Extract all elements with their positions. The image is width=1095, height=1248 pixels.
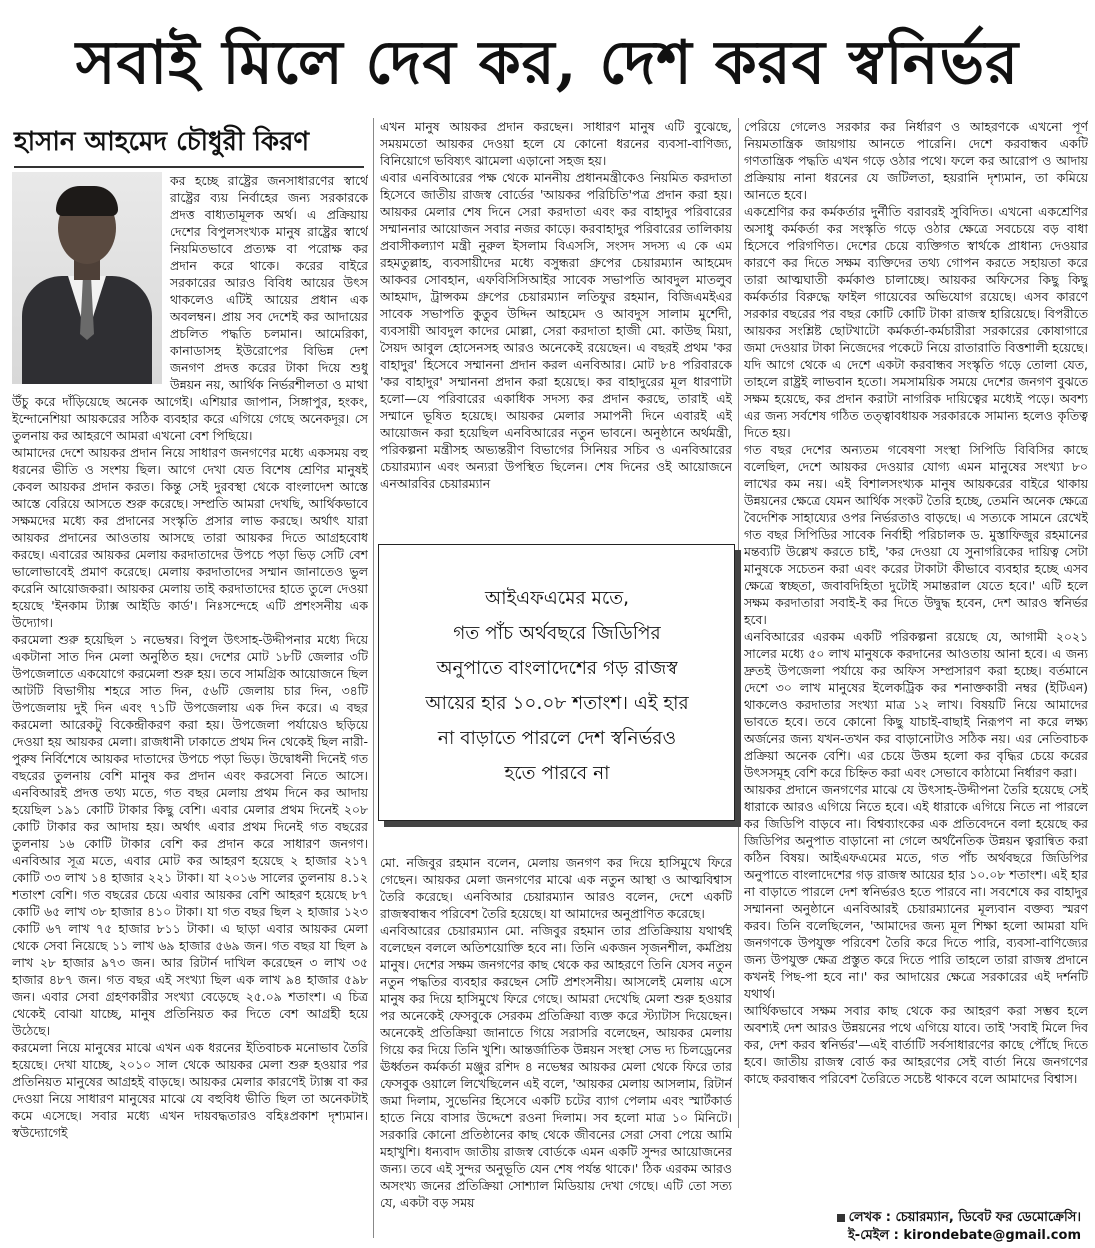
paragraph: আর্থিকভাবে সক্ষম সবার কাছ থেকে কর আহরণ করা সম্ভব হলে অবশ্যই দেশ আরও উন্নয়নের পথে এগিয়ে যাবে। তাই 'সবাই মিলে দিব কর, দেশ করব স্বনির্ভর'—এই বার্তাটি সর্বসাধারণের কাছে পৌঁছে দিতে হবে। জাতীয় রাজস্ব বোর্ড কর আহরণের সেই বার্তা নিয়ে জনগণের কাছে করবান্ধব পরিবেশ তৈরিতে সচেষ্ট থাকবে বলে আমাদের বিশ্বাস।: [744, 1003, 1088, 1086]
author-byline: হাসান আহমেদ চৌধুরী কিরণ: [14, 127, 310, 157]
pull-quote-line: আইএফএমের মতে,: [484, 588, 630, 609]
email-note: ই-মেইল : kirondebate@gmail.com: [848, 1228, 1081, 1243]
column-2-bottom: [380, 854, 732, 1239]
column-1: [12, 172, 368, 1238]
column-divider: [373, 118, 374, 1238]
writer-credit: লেখক : চেয়ারম্যান, ডিবেট ফর ডেমোক্রেসি।: [848, 1210, 1081, 1225]
paragraph: করমেলা নিয়ে মানুষের মাঝে এখন এক ধরনের ইতিবাচক মনোভাব তৈরি হয়েছে। দেখা যাচ্ছে, ২০১০ সাল থেকে আয়কর মেলা শুরু হওয়ার পর প্রতিনিয়ত মানুষের আগ্রহই বাড়ছে। আয়কর মেলার কারণেই ট্যাক্স বা কর দেওয়া নিয়ে সাধারণ মানুষের মাঝে যে বহুবিধ ভীতি ছিল তা অনেকটাই কমে এসেছে। সবার মধ্যে এখন দায়বদ্ধতারও বহিঃপ্রকাশ দৃশ্যমান। স্বউদ্যোগেই: [12, 1040, 368, 1140]
paragraph: মো. নজিবুর রহমান বলেন, মেলায় জনগণ কর দিয়ে হাসিমুখে ফিরে গেছেন। আয়কর মেলা জনগণের মাঝে এক নতুন আস্থা ও আত্মবিশ্বাস তৈরি করেছে। এনবিআর চেয়ারম্যান আরও বলেন, দেশে একটি রাজস্ববান্ধব পরিবেশ তৈরি হয়েছে। যা আমাদের অনুপ্রাণিত করেছে।: [380, 855, 732, 921]
paragraph: এনবিআরের এরকম একটি পরিকল্পনা রয়েছে যে, আগামী ২০২১ সালের মধ্যে ৫০ লাখ মানুষকে করদানের আওতায় আনা হবে। এ জন্য দ্রুতই উপজেলা পর্যায়ে কর অফিস সম্প্রসারণ করা হচ্ছে। বর্তমানে দেশে ৩০ লাখ মানুষের ইলেকট্রিক কর শনাক্তকারী নম্বর (ইটিএন) থাকলেও করদাতার সংখ্যা মাত্র ১২ লাখ। বিষয়টি নিয়ে আমাদের ভাবতে হবে। তবে কোনো কিছু যাচাই-বাছাই নিরূপণ না করে লক্ষ্য অর্জনের জন্য যখন-তখন কর বাড়ানোটাও সঠিক নয়। এর নেতিবাচক প্রক্রিয়া অনেক বেশি। এর চেয়ে উত্তম হলো কর বৃদ্ধির চেয়ে করের উৎসসমূহ বেশি করে চিহ্নিত করা এবং সেভাবে কাঠামো নির্ধারণ করা।: [744, 629, 1088, 780]
paragraph: করমেলা শুরু হয়েছিল ১ নভেম্বর। বিপুল উৎসাহ-উদ্দীপনার মধ্যে দিয়ে একটানা সাত দিন মেলা অনুষ্ঠিত হয়। দেশের মোট ১৮টি জেলার ৩টি উপজেলাতে একযোগে করমেলা শুরু হয়। তবে সামগ্রিক আয়োজনে ছিল আটটি বিভাগীয় শহরে সাত দিন, ৫৬টি জেলায় চার দিন, ৩৪টি উপজেলায় দুই দিন এবং ৭১টি উপজেলায় এক দিন করে। এ বছর করমেলা আরেকটু বিকেন্দ্রীকরণ করা হয়। উপজেলা পর্যায়েও ছড়িয়ে দেওয়া হয় আয়কর মেলা। রাজধানী ঢাকাতে প্রথম দিন থেকেই ছিল নারী-পুরুষ নির্বিশেষে আয়কর দাতাদের উপচে পড়া ভিড়। উদ্বোধনী দিনেই গত বছরের তুলনায় বেশি মানুষ কর প্রদান এবং করসেবা নিতে আসে। এনবিআরই প্রদত্ত তথ্য মতে, গত বছর মেলায় প্রথম দিনে কর আদায় হয়েছিল ১৯১ কোটি টাকার কিছু বেশি। এবার মেলার প্রথম দিনেই ২০৮ কোটি টাকার কর আদায় হয়। অর্থাৎ এবার প্রথম দিনেই গত বছরের তুলনায় ১৬ কোটি টাকার বেশি কর প্রদান করে সাধারণ জনগণ। এনবিআর সূত্র মতে, এবার মোট কর আহরণ হয়েছে ২ হাজার ২১৭ কোটি ৩৩ লাখ ১৪ হাজার ২২১ টাকা। যা ২০১৬ সালের তুলনায় ৪.১২ শতাংশ বেশি। গত বছরের চেয়ে এবার আয়কর বেশি আহরণ হয়েছে ৮৭ কোটি ৬৫ লাখ ৩৮ হাজার ৪১০ টাকা। যা গত বছর ছিল ২ হাজার ১২৩ কোটি ৬৭ লাখ ৭৫ হাজার ৮১১ টাকা। এ ছাড়া এবার আয়কর মেলা থেকে সেবা নিয়েছে ১১ লাখ ৬৯ হাজার ৫৬৯ জন। গত বছর যা ছিল ৯ লাখ ২৮ হাজার ৯৭৩ জন। আর রিটার্ন দাখিল করেছেন ৩ লাখ ৩৫ হাজার ৪৮৭ জন। গত বছর এই সংখ্যা ছিল এক লাখ ৯৪ হাজার ৫৯৮ জন। এবার সেবা গ্রহণকারীর সংখ্যা বেড়েছে ২৫.০৯ শতাংশ। এ চিত্র থেকেই বোঝা যাচ্ছে, মানুষ প্রতিনিয়ত কর দিতে বেশ আগ্রহী হয়ে উঠেছে।: [12, 632, 368, 1038]
pull-quote-line: হতে পারবে না: [504, 763, 610, 784]
paragraph: এখন মানুষ আয়কর প্রদান করছেন। সাধারণ মানুষ এটি বুঝেছে, সময়মতো আয়কর দেওয়া হলে যে কোনো ধরনের ব্যবসা-বাণিজ্য, বিনিয়োগে ভবিষ্যৎ ঝামেলা এড়ানো সহজ হয়।: [380, 119, 732, 168]
headline: সবাই মিলে দেব কর, দেশ করব স্বনির্ভর: [75, 28, 1020, 98]
paragraph: আয়কর প্রদানে জনগণের মাঝে যে উৎসাহ-উদ্দীপনা তৈরি হয়েছে সেই ধারাকে আরও এগিয়ে নিতে হবে। এই ধারাকে এগিয়ে নিতে না পারলে কর জিডিপি বাড়বে না। বিশ্বব্যাংকের এক প্রতিবেদনে বলা হয়েছে কর জিডিপির অনুপাত বাড়ানো না গেলে অর্থনৈতিক উন্নয়ন ত্বরান্বিত করা কঠিন বিষয়। আইএফএমের মতে, গত পাঁচ অর্থবছরে জিডিপির অনুপাতে বাংলাদেশের গড় রাজস্ব আয়ের হার ১০.০৮ শতাংশ। এই হার না বাড়াতে পারলে দেশ স্বনির্ভরও হতে পারবে না। সবশেষে কর বাহাদুর সম্মাননা অনুষ্ঠানে এনবিআরই চেয়ারম্যানের মূল্যবান বক্তব্য স্মরণ করব। তিনি বলেছিলেন, 'আমাদের জন্য মূল শিক্ষা হলো আমরা যদি জনগণকে উপযুক্ত পরিবেশ তৈরি করে দিতে পারি, ব্যবসা-বাণিজ্যের জন্য উপযুক্ত ক্ষেত্র প্রস্তুত করে দিতে পারি তাহলে তারা রাজস্ব প্রদানে কখনই পিছ-পা হবে না।' কর আদায়ের ক্ষেত্রে সরকারের এই দর্শনটি যথার্থ।: [744, 782, 1088, 1001]
author-photo: [12, 172, 162, 384]
square-bullet-icon: [837, 1214, 845, 1222]
column-3: [744, 118, 1088, 1128]
paragraph: পেরিয়ে গেলেও সরকার কর নির্ধারণ ও আহরণকে এখনো পূর্ণ নিয়মতান্ত্রিক জায়গায় আনতে পারেনি। দেশে করবান্ধব একটি গণতান্ত্রিক পদ্ধতি এখন গড়ে ওঠার পথে। ফলে কর আরোপ ও আদায় প্রক্রিয়ায় নানা ধরনের যে জটিলতা, হয়রানি দৃশ্যমান, তা কমিয়ে আনতে হবে।: [744, 119, 1088, 202]
pull-quote-line: অনুপাতে বাংলাদেশের গড় রাজস্ব: [436, 658, 678, 679]
pull-quote-box: [378, 544, 735, 821]
pull-quote-line: না বাড়াতে পারলে দেশ স্বনির্ভরও: [437, 728, 677, 749]
column-divider: [738, 118, 739, 1128]
paragraph: আমাদের দেশে আয়কর প্রদান নিয়ে সাধারণ জনগণের মধ্যে একসময় বহু ধরনের ভীতি ও সংশয় ছিল। আগে দেখা যেত বিশেষ শ্রেণির মানুষই কেবল আয়কর প্রদান করত। কিন্তু সেই দুরবস্থা থেকে বাংলাদেশ আস্তে আস্তে বেরিয়ে আসতে শুরু করেছে। সম্প্রতি আমরা দেখছি, আর্থিকভাবে সক্ষমদের মধ্যে কর প্রদানের সংস্কৃতি প্রসার লাভ করছে। অর্থাৎ যারা আয়কর প্রদানের আওতায় আসছে তারা আয়কর দিতে আগ্রহবোধ করছে। এবারের আয়কর মেলায় করদাতাদের উপচে পড়া ভিড় সেটি বেশ ভালোভাবেই প্রমাণ করেছে। মেলায় করদাতাদের সম্মান জানাতেও ভুল করেনি আয়োজকরা। আয়কর মেলায় তাই করদাতাদের হাতে তুলে দেওয়া হয়েছে 'ইনকাম ট্যাক্স আইডি কার্ড'। নিঃসন্দেহে এটি প্রশংসনীয় এক উদ্যোগ।: [12, 445, 368, 630]
paragraph: গত বছর দেশের অন্যতম গবেষণা সংস্থা সিপিডি বিবিসির কাছে বলেছিল, দেশে আয়কর দেওয়ার যোগ্য এমন মানুষের সংখ্যা ৮০ লাখের কম নয়। এই বিশালসংখ্যক মানুষ আয়করের বাইরে থাকায় উন্নয়নের ক্ষেত্রে যেমন আর্থিক সংকট তৈরি হচ্ছে, তেমনি অনেক ক্ষেত্রে বৈদেশিক সাহায্যের ওপর নির্ভরতাও বাড়ছে। এ সত্যকে সামনে রেখেই গত বছর সিপিডির সাবেক নির্বাহী পরিচালক ড. মুস্তাফিজুর রহমানের মন্তব্যটি উল্লেখ করতে চাই, 'কর দেওয়া যে সুনাগরিকের দায়িত্ব সেটা মানুষকে সচেতন করা এবং করের টাকাটা কীভাবে ব্যবহার হচ্ছে এসব ক্ষেত্রে স্বচ্ছতা, জবাবদিহিতা দুটোই সমান্তরাল যেতে হবে।' এটি হলে সক্ষম করদাতারা সবাই-ই কর দিতে উদ্বুদ্ধ হবেন, দেশ আরও স্বনির্ভর হবে।: [744, 442, 1088, 627]
pull-quote-line: আয়ের হার ১০.০৮ শতাংশ। এই হার: [425, 693, 689, 714]
paragraph: একশ্রেণির কর কর্মকর্তার দুর্নীতি বরাবরই সুবিদিত। এখনো একশ্রেণির অসাধু কর্মকর্তা কর সংস্কৃতি গড়ে ওঠার ক্ষেত্রে সবচেয়ে বড় বাধা হিসেবে পরিগণিত। দেশের চেয়ে ব্যক্তিগত স্বার্থকে প্রাধান্য দেওয়ার কারণে কর দিতে সক্ষম ব্যক্তিদের তথ্য গোপন করতে সহায়তা করে তারা আত্মঘাতী কর্মকাণ্ড চালাচ্ছে। আয়কর অফিসের কিছু কিছু কর্মকর্তার বিরুদ্ধে ফাইল গায়েবের অভিযোগ রয়েছে। এসব কারণে সরকার বছরের পর বছর কোটি কোটি টাকা রাজস্ব হারিয়েছে। বিপরীতে আয়কর সংশ্লিষ্ট ছোটখাটো কর্মকর্তা-কর্মচারীরা সরকারের কোষাগারে জমা দেওয়ার টাকা নিজেদের পকেটে নিয়ে রাতারাতি বিত্তশালী হয়েছে। যদি আগে থেকে এ দেশে একটা করবান্ধব সংস্কৃতি গড়ে তোলা যেত, তাহলে রাষ্ট্রই লাভবান হতো। সমসাময়িক সময়ে দেশের জনগণ বুঝতে সক্ষম হয়েছে, কর প্রদান করাটা নাগরিক দায়িত্বের মধ্যেই পড়ে। অবশ্য এর জন্য সর্বশেষ গঠিত তত্ত্বাবধায়ক সরকারকে সামান্য হলেও কৃতিত্ব দিতে হয়।: [744, 204, 1088, 440]
paragraph: এবার এনবিআরের পক্ষ থেকে মাননীয় প্রধানমন্ত্রীকেও নিয়মিত করদাতা হিসেবে জাতীয় রাজস্ব বোর্ডের 'আয়কর পরিচিতি'পত্র প্রদান করা হয়। আয়কর মেলার শেষ দিনে সেরা করদাতা এবং কর বাহাদুর পরিবারের সম্মাননার আয়োজন সবার নজর কাড়ে। করবাহাদুর পরিবারের তালিকায় প্রবাসীকল্যাণ মন্ত্রী নুরুল ইসলাম বিএসসি, সংসদ সদস্য এ কে এম রহমতুল্লাহ, ব্যবসায়ীদের মধ্যে বসুন্ধরা গ্রুপের চেয়ারম্যান আহমেদ আকবর সোবহান, এফবিসিসিআইর সাবেক সভাপতি আবদুল মাতলুব আহমাদ, ট্রান্সকম গ্রুপের চেয়ারম্যান লতিফুর রহমান, বিজিএমইএর সাবেক সভাপতি কুতুব উদ্দিন আহমেদ ও আবদুস সালাম মুর্শেদী, ব্যবসায়ী আবদুল কাদের মোল্লা, সেরা করদাতা হাজী মো. কাউছ মিয়া, সৈয়দ আবুল হোসেনসহ আরও অনেকেই রয়েছেন। এ বছরই প্রথম 'কর বাহাদুর' হিসেবে সম্মাননা প্রদান করল এনবিআর। মোট ৮৪ পরিবারকে 'কর বাহাদুর' সম্মাননা প্রদান করা হয়েছে। কর বাহাদুরের মূল ধারণাটা হলো—যে পরিবারের একাধিক সদস্য কর প্রদান করছে, তারাই এই সম্মানে ভূষিত হয়েছে। আয়কর মেলার সমাপনী দিনে এবারই এই আয়োজন করা হয়েছিল এনবিআরের নতুন ভাবনে। অনুষ্ঠানে অর্থমন্ত্রী, পরিকল্পনা মন্ত্রীসহ অভ্যন্তরীণ বিভাগের সিনিয়র সচিব ও এনবিআরের চেয়ারম্যান এবং অন্যরা উপস্থিত ছিলেন। শেষ দিনের ওই আয়োজনে এনআরবির চেয়ারম্যান: [380, 170, 732, 491]
paragraph: এনবিআরের চেয়ারম্যান মো. নজিবুর রহমান তার প্রতিক্রিয়ায় যথার্থই বলেছেন বললে অতিশয়োক্তি হবে না। তিনি একজন সৃজনশীল, কর্মপ্রিয় মানুষ। দেশের সক্ষম জনগণের কাছ থেকে কর আহরণে তিনি যেসব নতুন নতুন পদ্ধতির ব্যবহার করছেন সেটি প্রশংসনীয়। আসলেই মেলায় এসে মানুষ কর দিয়ে হাসিমুখে ফিরে গেছে। আমরা দেখেছি মেলা শুরু হওয়ার পর অনেকেই ফেসবুকে সেরকম প্রতিক্রিয়া ব্যক্ত করে স্ট্যাটাস দিয়েছেন। অনেকেই প্রতিক্রিয়া জানাতে গিয়ে সরাসরি বলেছেন, আয়কর মেলায় গিয়ে কর দিয়ে তিনি খুশি। আন্তর্জাতিক উন্নয়ন সংস্থা সেভ দ্য চিলড্রেনের ঊর্ধ্বতন কর্মকর্তা মঞ্জুর রশিদ ৪ নভেম্বর আয়কর মেলা থেকে ফিরে তার ফেসবুক ওয়ালে লিখেছিলেন এই বলে, 'আয়কর মেলায় আসলাম, রিটার্ন জমা দিলাম, সুভেনির হিসেবে একটি চটের ব্যাগ পেলাম এবং স্মার্টকার্ড হাতে নিয়ে বাসার উদ্দেশে রওনা দিলাম। সব হলো মাত্র ১০ মিনিটে। সরকারি কোনো প্রতিষ্ঠানের কাছ থেকে জীবনের সেরা সেবা পেয়ে আমি মহাখুশি। ধন্যবাদ জাতীয় রাজস্ব বোর্ডকে এমন একটি সুন্দর আয়োজনের জন্য। তবে এই সুন্দর অনুভূতি যেন শেষ পর্যন্ত থাকে।' ঠিক এরকম আরও অসংখ্য জনের প্রতিক্রিয়া সোশ্যাল মিডিয়ায় দেখা গেছে। এটি তো সত্য যে, একটা বড় সময়: [380, 923, 732, 1210]
pull-quote-text: [397, 581, 717, 791]
byline-rule: [14, 166, 364, 168]
paragraph: কর হচ্ছে রাষ্ট্রের জনসাধারণের স্বার্থে রাষ্ট্রের ব্যয় নির্বাহের জন্য সরকারকে প্রদত্ত বাধ্যতামূলক অর্থ। এ প্রক্রিয়ায় দেশের বিপুলসংখ্যক মানুষ রাষ্ট্রের স্বার্থে নিয়মিতভাবে প্রত্যক্ষ বা পরোক্ষ কর প্রদান করে থাকে। করের বাইরে সরকারের আরও বিবিধ আয়ের উৎস থাকলেও এটিই আয়ের প্রধান এক অবলম্বন। প্রায় সব দেশেই কর আদায়ের প্রচলিত পদ্ধতি চলমান। আমেরিকা, কানাডাসহ ইউরোপের বিভিন্ন দেশ জনগণ প্রদত্ত করের টাকা দিয়ে শুধু উন্নয়ন নয়, আর্থিক নির্ভরশীলতা ও মাথা উঁচু করে দাঁড়িয়েছে অনেক আগেই। এশিয়ার জাপান, সিঙ্গাপুর, হংকং, ইন্দোনেশিয়া আয়করের সঠিক ব্যবহার করে এগিয়ে গেছে অনেকদূর। সে তুলনায় কর আহরণে আমরা এখনো বেশ পিছিয়ে।: [12, 173, 368, 443]
pull-quote-line: গত পাঁচ অর্থবছরে জিডিপির: [453, 623, 661, 644]
column-2-top: [380, 118, 732, 508]
